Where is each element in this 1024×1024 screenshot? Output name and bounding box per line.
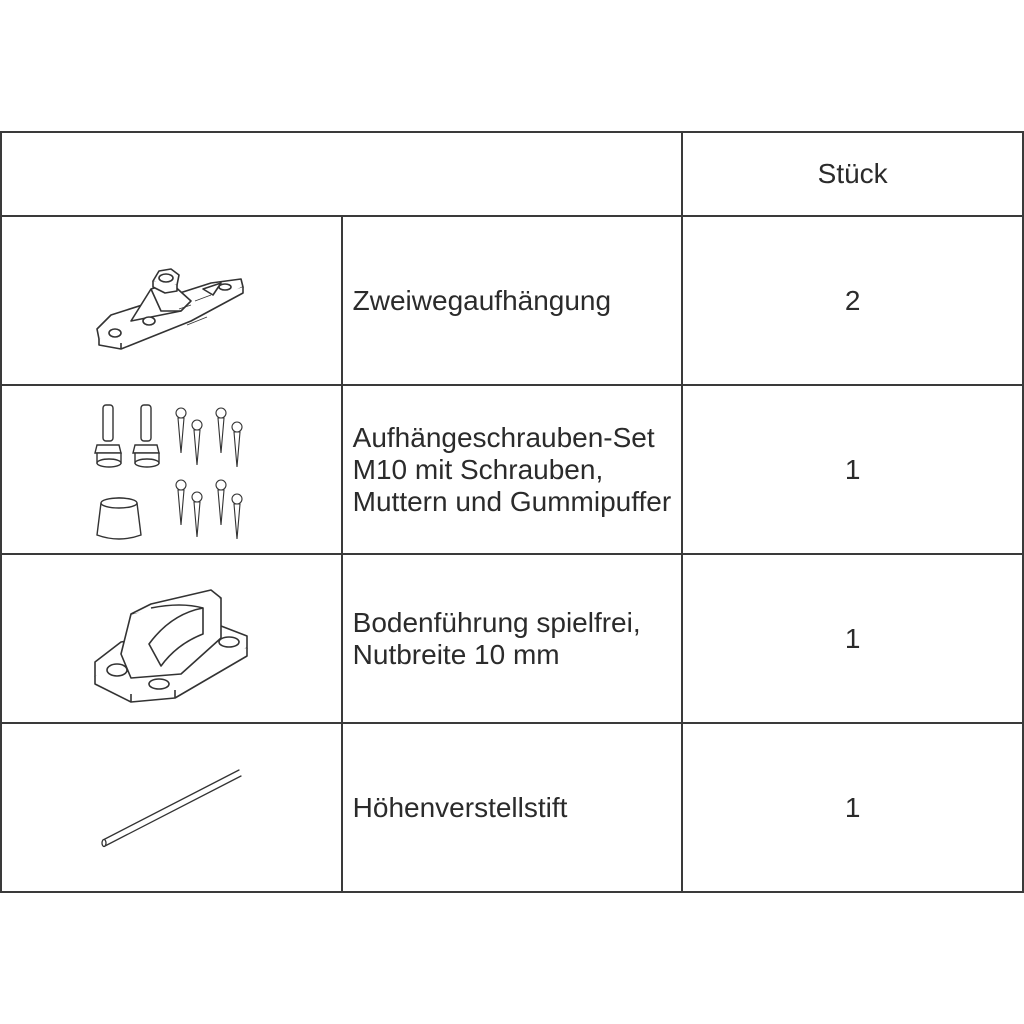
parts-table [0, 131, 1024, 893]
item-quantity: 2 [682, 216, 1023, 385]
floor-guide-icon [91, 574, 251, 704]
description-line: Bodenführung spielfrei, Nutbreite 10 mm [352, 606, 641, 670]
item-quantity: 1 [682, 554, 1023, 723]
table-row [1, 554, 1023, 723]
description-line: Muttern und Gummipuffer [352, 485, 672, 517]
header-empty-cell [1, 132, 682, 216]
item-image-cell [1, 723, 342, 892]
table-row [1, 216, 1023, 385]
item-description [342, 723, 683, 892]
item-image-cell [1, 216, 342, 385]
description-line: Höhenverstellstift [352, 791, 568, 823]
height-adjust-pin-icon [91, 758, 251, 858]
item-quantity: 1 [682, 723, 1023, 892]
item-description [342, 385, 683, 554]
description-line: Zweiwegaufhängung [352, 284, 612, 316]
item-image-cell [1, 385, 342, 554]
quantity-header: Stück [682, 132, 1023, 216]
table-header-row [1, 132, 1023, 216]
item-image-cell [1, 554, 342, 723]
screw-set-icon [91, 395, 251, 545]
two-way-hanger-icon [91, 241, 251, 361]
item-description [342, 216, 683, 385]
item-description [342, 554, 683, 723]
description-line: Aufhängeschrauben-Set M10 mit Schrauben, [352, 421, 655, 485]
item-quantity: 1 [682, 385, 1023, 554]
table-row [1, 723, 1023, 892]
table-row [1, 385, 1023, 554]
